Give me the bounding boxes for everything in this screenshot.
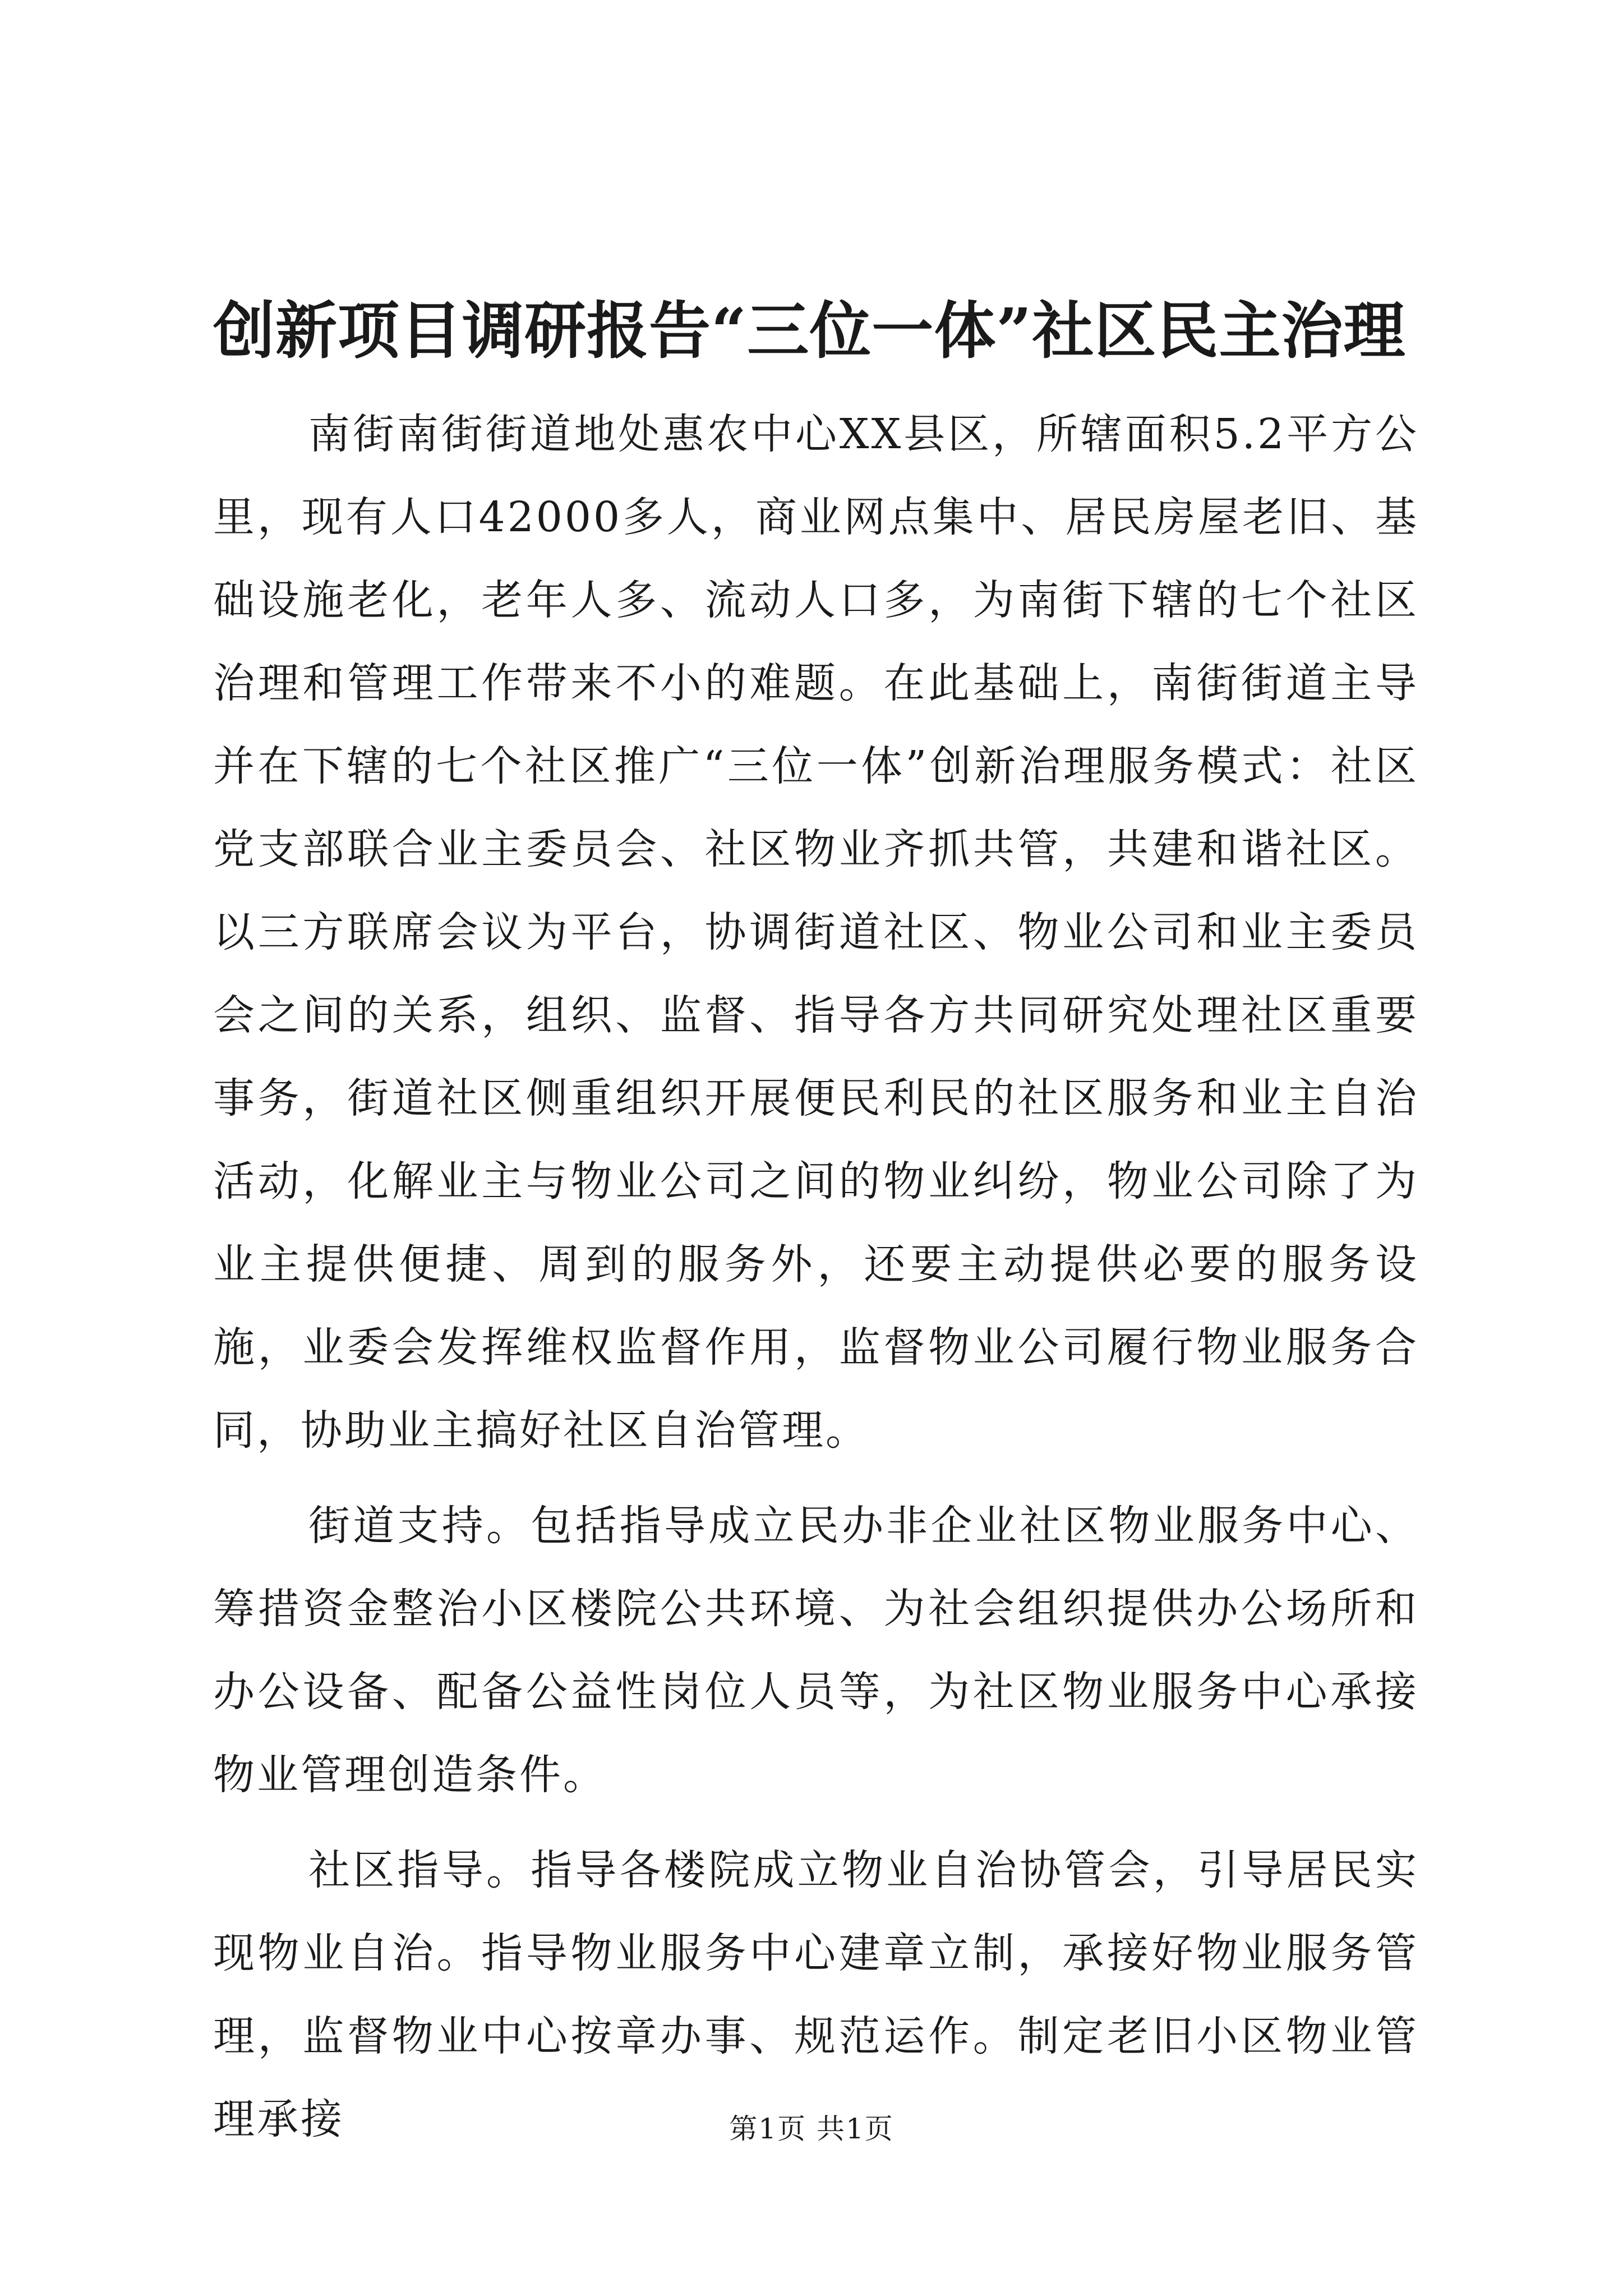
paragraph-street-support: 街道支持。包括指导成立民办非企业社区物业服务中心、筹措资金整治小区楼院公共环境、为社会组织提供办公场所和办公设备、配备公益性岗位人员等，为社区物业服务中心承接物业管理创造条件。 bbox=[213, 1502, 1419, 1799]
paragraph-community-guidance: 社区指导。指导各楼院成立物业自治协管会，引导居民实现物业自治。指导物业服务中心建章立制，承接好物业服务管理，监督物业中心按章办事、规范运作。制定老旧小区物业管理承接 bbox=[213, 1846, 1419, 2143]
page-footer: 第1页 共1页 bbox=[729, 2113, 894, 2145]
paragraph-intro: 南街南街街道地处惠农中心XX县区，所辖面积5.2平方公里，现有人口42000多人，商业网点集中、居民房屋老旧、基础设施老化，老年人多、流动人口多，为南街下辖的七个社区治理和管理工作带来不小的难题。在此基础上，南街街道主导并在下辖的七个社区推广“三位一体”创新治理服务模式：社区党支部联合业主委员会、社区物业齐抓共管，共建和谐社区。以三方联席会议为平台，协调街道社区、物业公司和业主委员会之间的关系，组织、监督、指导各方共同研究处理社区重要事务，街道社区侧重组织开展便民利民的社区服务和业主自治活动，化解业主与物业公司之间的物业纠纷，物业公司除了为业主提供便捷、周到的服务外，还要主动提供必要的服务设施，业委会发挥维权监督作用，监督物业公司履行物业服务合同，协助业主搞好社区自治管理。 bbox=[213, 410, 1419, 1455]
document-body bbox=[213, 393, 1419, 2173]
document-title: 创新项目调研报告“三位一体”社区民主治理 bbox=[213, 295, 1406, 367]
